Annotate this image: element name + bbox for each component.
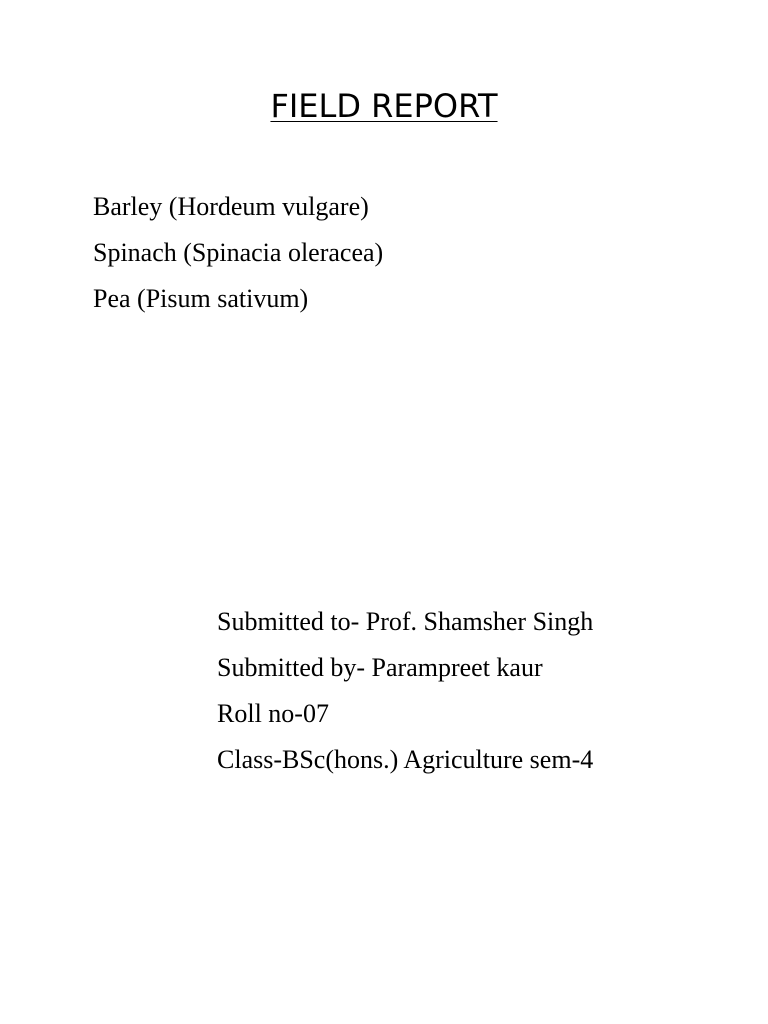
crop-item-spinach: Spinach (Spinacia oleracea) [93,238,384,267]
page-title [0,86,768,126]
submitted-to: Submitted to- Prof. Shamsher Singh [217,607,594,636]
crop-list [93,184,383,322]
submitted-by: Submitted by- Parampreet kaur [217,653,543,682]
crop-item-pea: Pea (Pisum sativum) [93,284,309,313]
submission-details [217,599,593,783]
roll-number: Roll no-07 [217,699,329,728]
crop-item-barley: Barley (Hordeum vulgare) [93,192,369,221]
page-title-text: FIELD REPORT [270,87,498,125]
class-info: Class-BSc(hons.) Agriculture sem-4 [217,745,594,774]
